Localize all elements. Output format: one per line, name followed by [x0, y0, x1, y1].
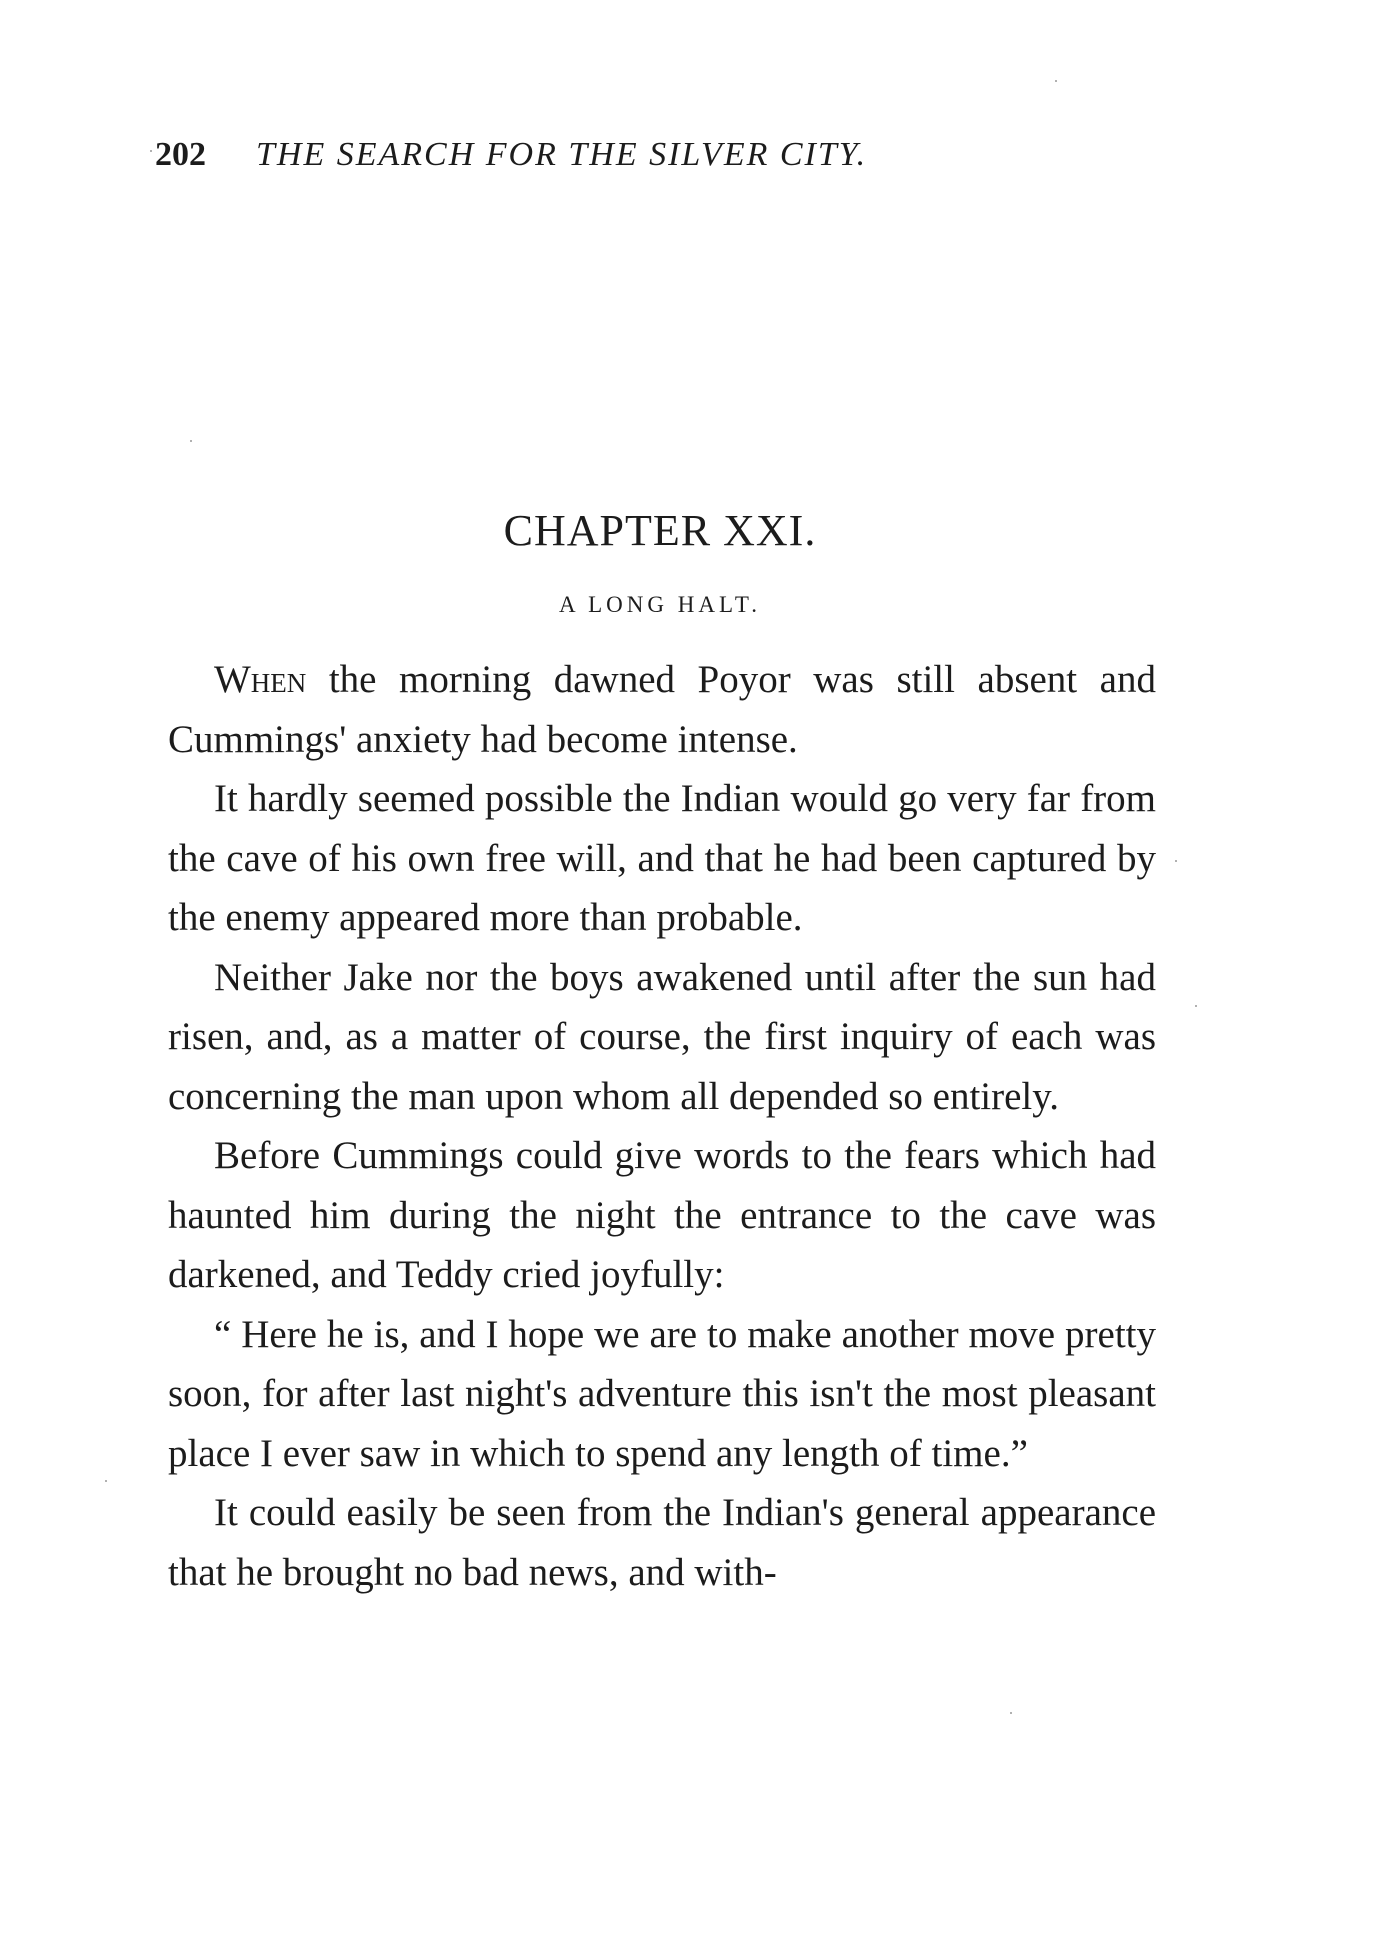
scan-speck — [190, 440, 192, 442]
paragraph: Before Cummings could give words to the fears which had haunted him during the night the entrance to the cave was darkened, and Teddy cried joyfully: — [168, 1134, 1156, 1296]
paragraph — [168, 650, 1156, 769]
running-title: THE SEARCH FOR THE SILVER CITY. — [256, 136, 868, 173]
paragraph: It hardly seemed possible the Indian would go very far from the cave of his own free will, and that he had been captured by the enemy appeared more than probable. — [168, 777, 1156, 939]
paragraph-text: the morning dawned Poyor was still absent and Cummings' anxiety had become intense. — [168, 658, 1156, 761]
scan-speck — [105, 1480, 107, 1482]
running-head — [155, 136, 1155, 174]
scan-speck — [150, 150, 152, 152]
scan-speck — [1010, 1712, 1012, 1714]
paragraph-lead-word: When — [214, 658, 307, 701]
page-number: 202 — [155, 136, 206, 173]
chapter-heading: CHAPTER XXI. — [503, 506, 817, 555]
paragraph: Neither Jake nor the boys awakened until after the sun had risen, and, as a matter of course, the first inquiry of each was concerning the man upon whom all depended so entirely. — [168, 955, 1156, 1118]
body-text — [168, 650, 1156, 1602]
paragraph: “ Here he is, and I hope we are to make another move pretty soon, for after last night's adventure this isn't the most pleasant place I ever saw in which to spend any length of time.” — [168, 1312, 1156, 1475]
scan-speck — [1055, 80, 1057, 82]
scan-speck — [1195, 1005, 1197, 1007]
paragraph: It could easily be seen from the Indian's general appearance that he brought no bad news, and with- — [168, 1491, 1156, 1594]
scan-speck — [1175, 860, 1177, 862]
chapter-subtitle: A LONG HALT. — [559, 592, 761, 617]
